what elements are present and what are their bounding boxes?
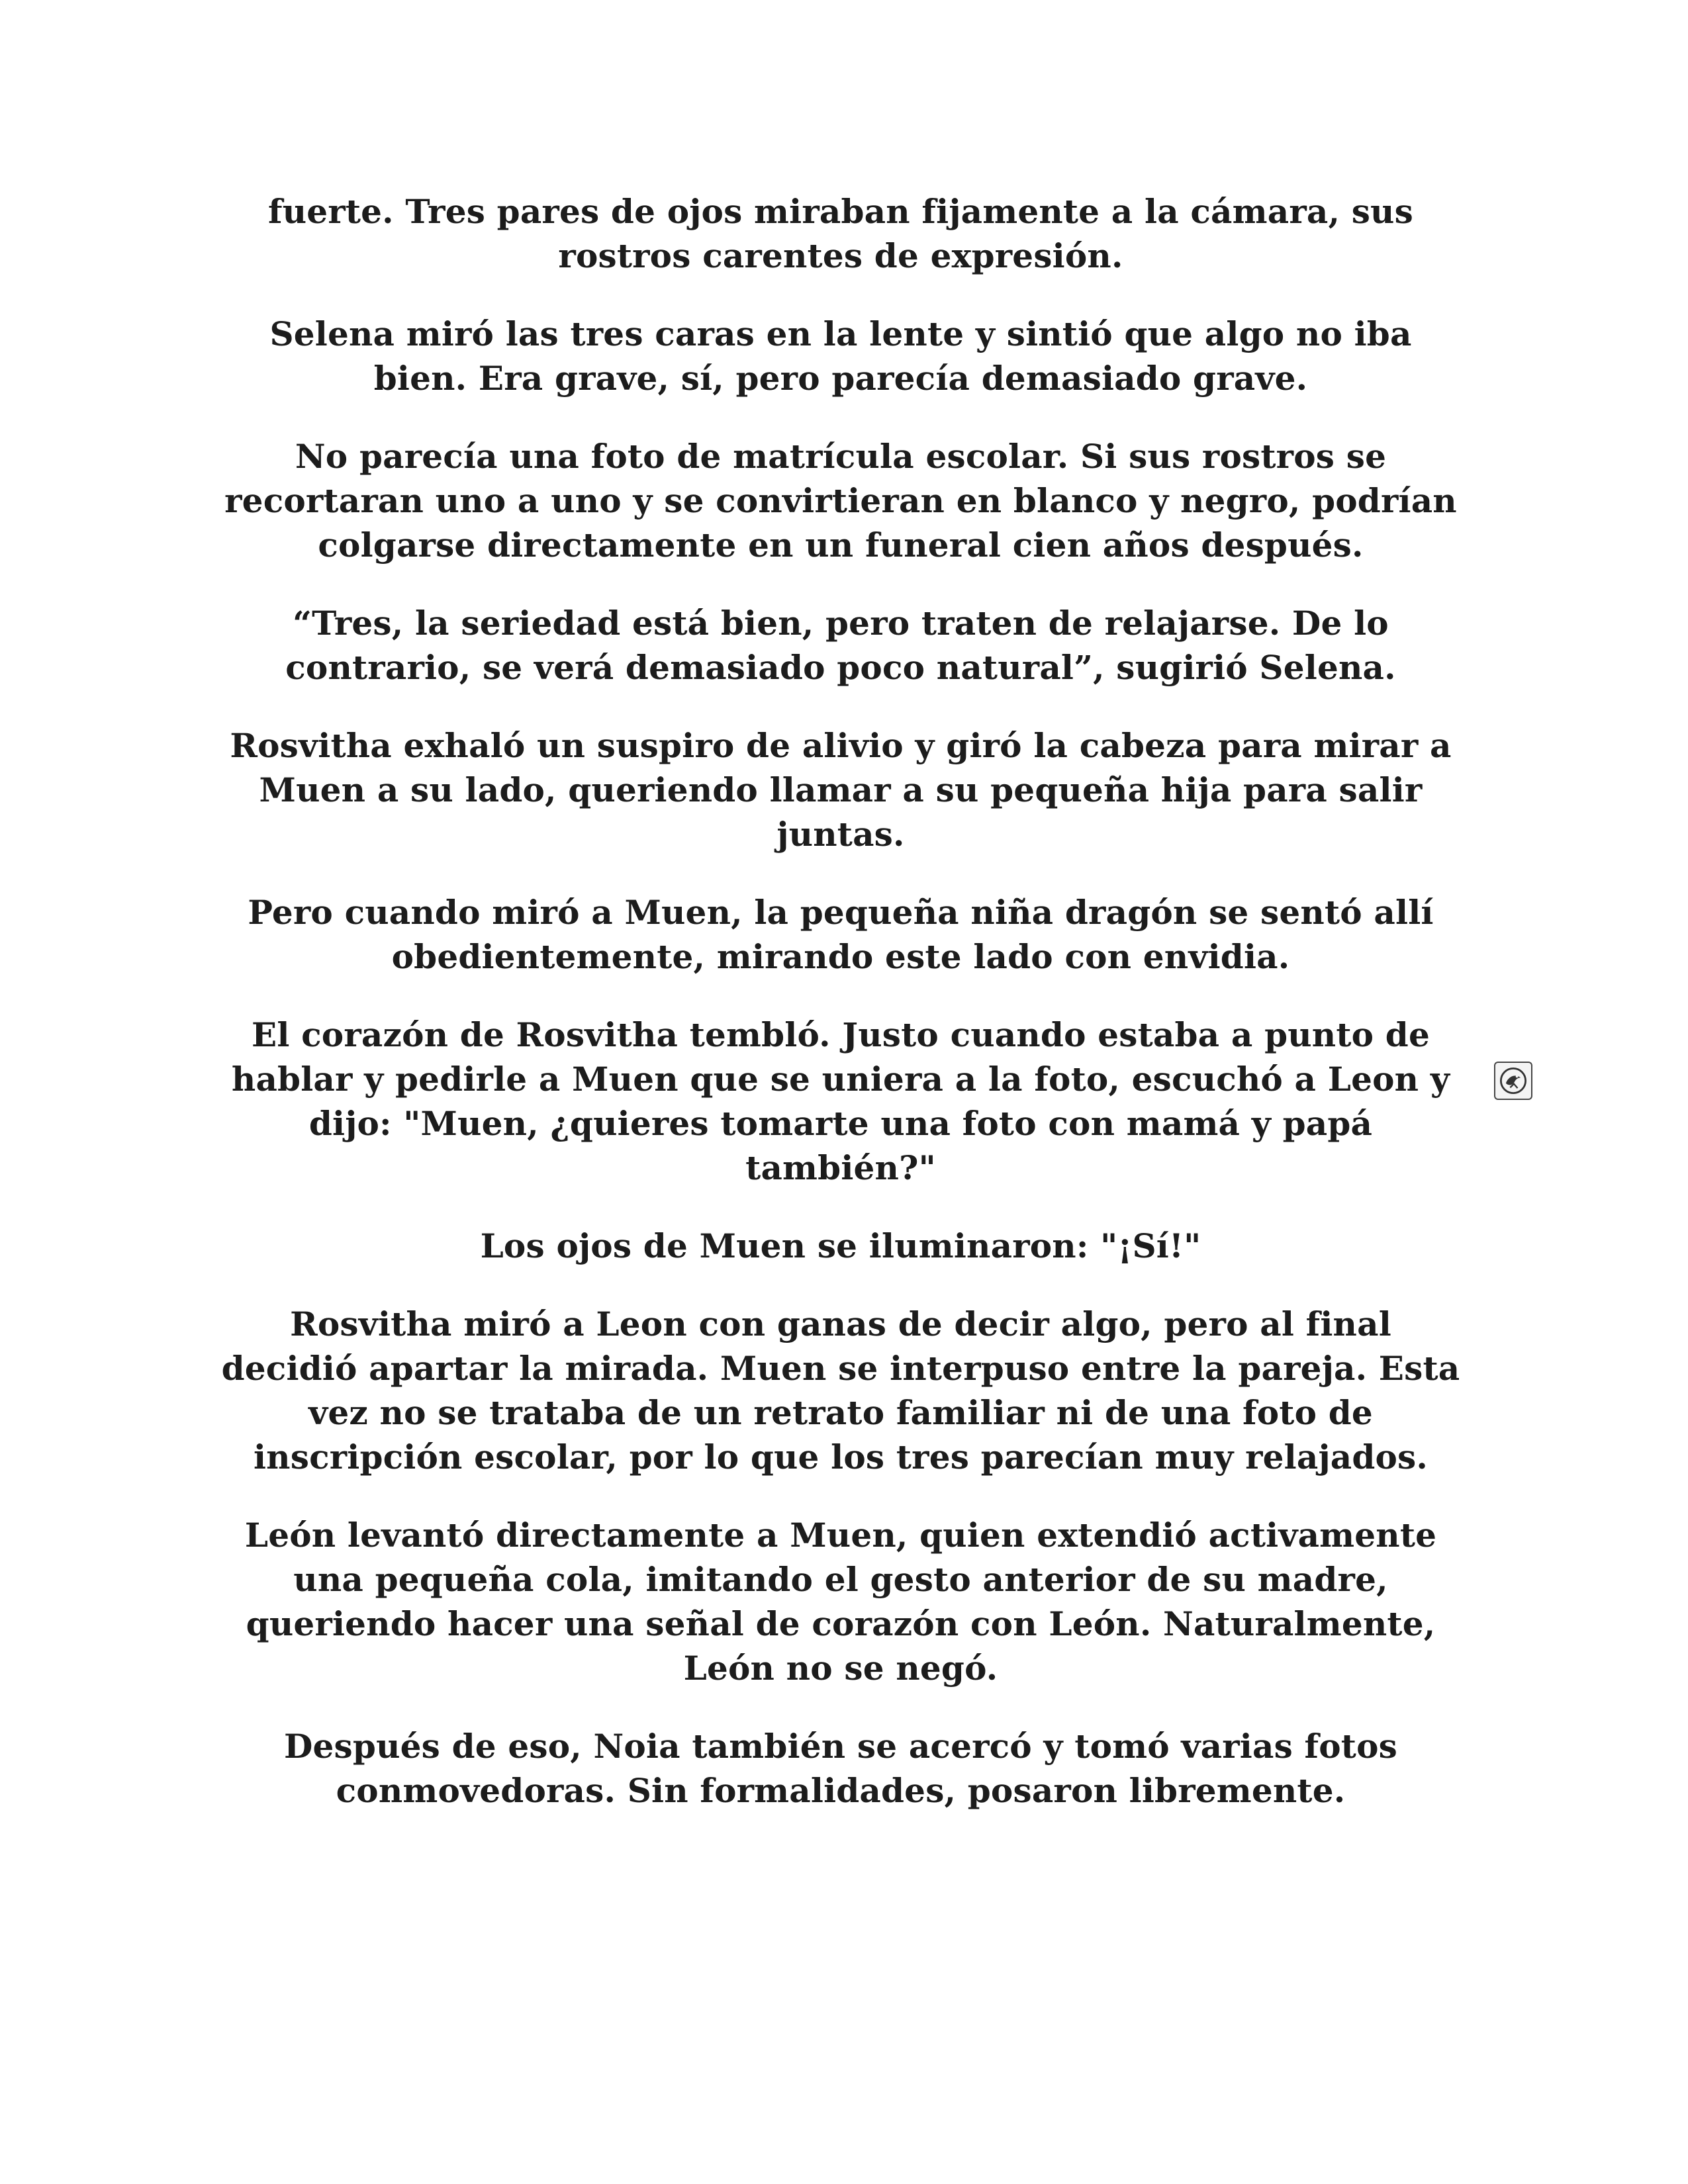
paragraph-4: “Tres, la seriedad está bien, pero traten de relajarse. De lo contrario, se verá demasiado poco natural”, sugirió Selena. — [285, 604, 1396, 687]
paragraph-9: Rosvitha miró a Leon con ganas de decir algo, pero al final decidió apartar la mirada. Muen se interpuso entre la pareja. Esta vez no se trataba de un retrato familiar ni de una foto de inscripción escolar, por lo que los tres parecían muy relajados. — [221, 1304, 1460, 1477]
paragraph-8: Los ojos de Muen se iluminaron: "¡Sí!" — [480, 1226, 1201, 1265]
paragraph-7: El corazón de Rosvitha tembló. Justo cuando estaba a punto de hablar y pedirle a Muen que se uniera a la foto, escuchó a Leon y dijo: "Muen, ¿quieres tomarte una foto con mamá y papá también?" — [231, 1015, 1450, 1187]
paragraph-5: Rosvitha exhaló un suspiro de alivio y giró la cabeza para mirar a Muen a su lado, queriendo llamar a su pequeña hija para salir juntas. — [230, 726, 1452, 854]
paragraph-6: Pero cuando miró a Muen, la pequeña niña dragón se sentó allí obedientemente, mirando este lado con envidia. — [248, 893, 1434, 976]
paragraph-2: Selena miró las tres caras en la lente y sintió que algo no iba bien. Era grave, sí, pero parecía demasiado grave. — [269, 314, 1412, 398]
dragon-emblem-icon — [1494, 1062, 1532, 1100]
document-body — [218, 189, 1463, 1846]
paragraph-1: fuerte. Tres pares de ojos miraban fijamente a la cámara, sus rostros carentes de expresión. — [268, 192, 1413, 275]
paragraph-3: No parecía una foto de matrícula escolar. Si sus rostros se recortaran uno a uno y se convirtieran en blanco y negro, podrían colgarse directamente en un funeral cien años después. — [224, 437, 1457, 565]
paragraph-11: Después de eso, Noia también se acercó y tomó varias fotos conmovedoras. Sin formalidades, posaron libremente. — [283, 1727, 1397, 1810]
paragraph-10: León levantó directamente a Muen, quien extendió activamente una pequeña cola, imitando el gesto anterior de su madre, queriendo hacer una señal de corazón con León. Naturalmente, León no se negó. — [244, 1516, 1437, 1688]
